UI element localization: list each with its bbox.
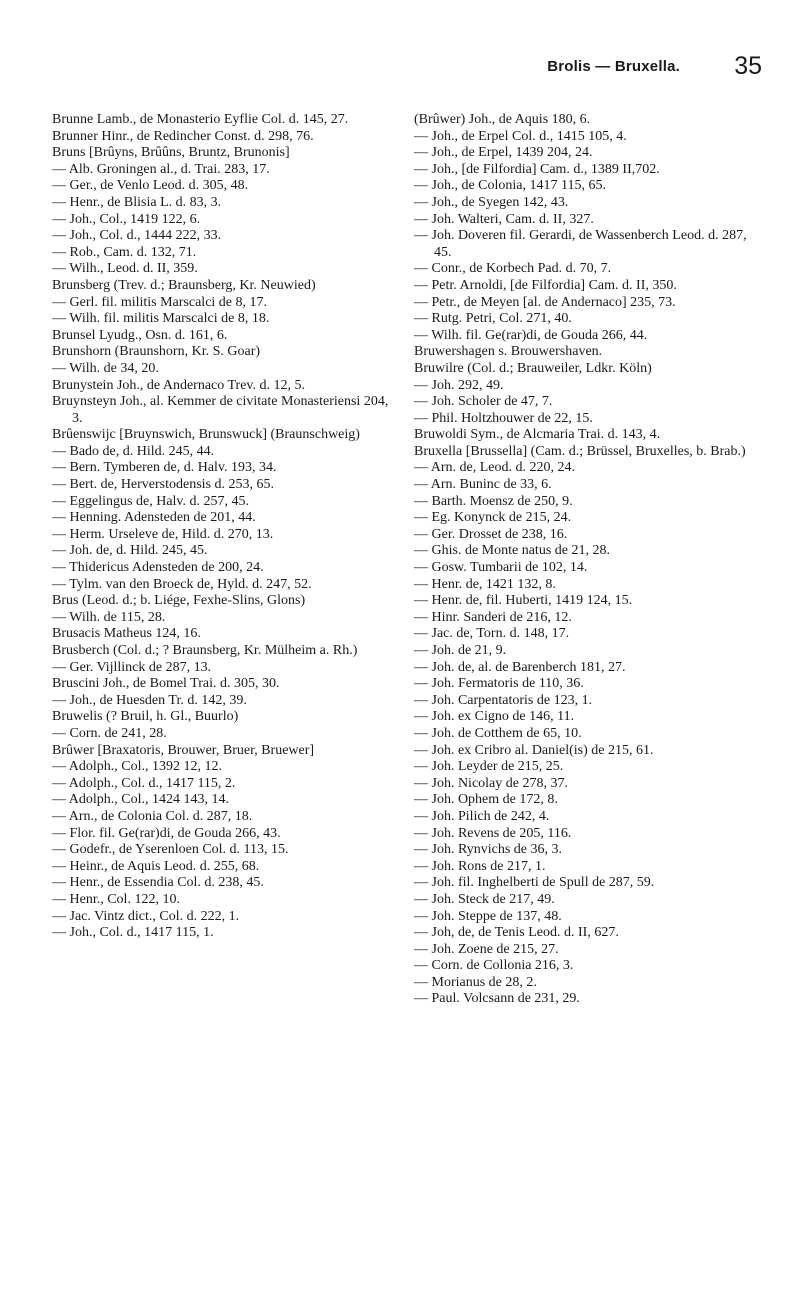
index-entry: — Paul. Volcsann de 231, 29. bbox=[414, 991, 580, 1007]
index-entry: — Phil. Holtzhouwer de 22, 15. bbox=[414, 410, 593, 426]
index-entry: — Henr. de, 1421 132, 8. bbox=[414, 576, 556, 592]
index-entry: — Joh., [de Filfordia] Cam. d., 1389 II,702. bbox=[414, 161, 660, 177]
index-entry: Brûenswijc [Bruynswich, Brunswuck] (Braunschweig) bbox=[52, 427, 360, 443]
index-entry: — Henr., Col. 122, 10. bbox=[52, 891, 180, 907]
page-number: 35 bbox=[734, 52, 762, 80]
index-entry: — Wilh. de 115, 28. bbox=[52, 609, 166, 625]
index-entry: Brunystein Joh., de Andernaco Trev. d. 12, 5. bbox=[52, 377, 306, 393]
index-entry: — Arn. de, Leod. d. 220, 24. bbox=[414, 460, 575, 476]
index-entry: — Joh. Rynvichs de 36, 3. bbox=[414, 842, 562, 858]
index-entry: — Ger., de Venlo Leod. d. 305, 48. bbox=[52, 178, 249, 194]
index-entry: — Rutg. Petri, Col. 271, 40. bbox=[414, 311, 572, 327]
index-entry: — Joh. Scholer de 47, 7. bbox=[414, 394, 553, 410]
index-entry: — Arn., de Colonia Col. d. 287, 18. bbox=[52, 808, 253, 824]
index-entry: — Barth. Moensz de 250, 9. bbox=[414, 493, 573, 509]
index-entry: — Henning. Adensteden de 201, 44. bbox=[52, 510, 256, 526]
index-entry: — Jac. Vintz dict., Col. d. 222, 1. bbox=[52, 908, 240, 924]
index-entry: Brûwer [Braxatoris, Brouwer, Bruer, Bruewer] bbox=[52, 742, 315, 758]
index-entry: — Flor. fil. Ge(rar)di, de Gouda 266, 43. bbox=[52, 825, 281, 841]
index-entry: — Gerl. fil. militis Marscalci de 8, 17. bbox=[52, 294, 268, 310]
index-entry: — Joh., Col. d., 1417 115, 1. bbox=[52, 925, 214, 941]
running-head: Brolis — Bruxella. bbox=[547, 58, 680, 75]
index-entry: Brusberch (Col. d.; ? Braunsberg, Kr. Mülheim a. Rh.) bbox=[52, 643, 358, 658]
index-entry: — Joh. Doveren fil. Gerardi, de Wassenberch Leod. d. 287, 45. bbox=[414, 228, 747, 260]
index-entry: — Joh. Carpentatoris de 123, 1. bbox=[414, 692, 593, 708]
index-entry: — Adolph., Col., 1424 143, 14. bbox=[52, 792, 229, 808]
index-entry: — Joh. Rons de 217, 1. bbox=[414, 858, 546, 874]
index-entry: — Joh. ex Cigno de 146, 11. bbox=[414, 709, 575, 725]
index-entry: — Joh., de Huesden Tr. d. 142, 39. bbox=[52, 692, 247, 708]
index-entry: — Conr., de Korbech Pad. d. 70, 7. bbox=[414, 261, 612, 277]
index-entry: Brunshorn (Braunshorn, Kr. S. Goar) bbox=[52, 344, 261, 360]
index-entry: — Wilh. fil. Ge(rar)di, de Gouda 266, 44. bbox=[414, 327, 648, 343]
index-entry: — Joh. Fermatoris de 110, 36. bbox=[414, 676, 584, 692]
index-entry: — Arn. Buninc de 33, 6. bbox=[414, 477, 552, 493]
index-entry: Brunne Lamb., de Monasterio Eyflie Col. d. 145, 27. bbox=[52, 112, 349, 127]
index-entry: — Tylm. van den Broeck de, Hyld. d. 247, 52. bbox=[52, 576, 312, 592]
index-entry: — Petr. Arnoldi, [de Filfordia] Cam. d. II, 350. bbox=[414, 277, 677, 293]
index-entry: Bruwilre (Col. d.; Brauweiler, Ldkr. Köln) bbox=[414, 360, 652, 376]
index-entry: — Joh. Zoene de 215, 27. bbox=[414, 941, 559, 957]
page-header bbox=[0, 52, 800, 92]
index-entry: — Gosw. Tumbarii de 102, 14. bbox=[414, 560, 588, 576]
index-entry: — Joh. de, al. de Barenberch 181, 27. bbox=[414, 659, 626, 675]
index-entry: — Rob., Cam. d. 132, 71. bbox=[52, 244, 197, 260]
index-entry: — Thidericus Adensteden de 200, 24. bbox=[52, 560, 264, 576]
index-entry: Brunsel Lyudg., Osn. d. 161, 6. bbox=[52, 327, 228, 343]
index-entry: — Ger. Drosset de 238, 16. bbox=[414, 526, 568, 542]
index-entry: — Joh. fil. Inghelberti de Spull de 287, 59. bbox=[414, 875, 655, 891]
index-entry: — Joh., Col., 1419 122, 6. bbox=[52, 211, 201, 227]
index-entry: — Morianus de 28, 2. bbox=[414, 974, 537, 990]
index-entry: Brus (Leod. d.; b. Liége, Fexhe-Slins, Glons) bbox=[52, 593, 306, 609]
index-entry: — Joh., de Colonia, 1417 115, 65. bbox=[414, 178, 606, 194]
index-entry: — Joh. Leyder de 215, 25. bbox=[414, 759, 564, 775]
index-entry: — Adolph., Col., 1392 12, 12. bbox=[52, 759, 222, 775]
index-entry: — Joh., de Erpel, 1439 204, 24. bbox=[414, 145, 593, 161]
index-entry: — Bert. de, Herverstodensis d. 253, 65. bbox=[52, 477, 275, 493]
index-entry: — Hinr. Sanderi de 216, 12. bbox=[414, 609, 572, 625]
index-entry: — Herm. Urseleve de, Hild. d. 270, 13. bbox=[52, 526, 274, 542]
index-entry: (Brûwer) Joh., de Aquis 180, 6. bbox=[414, 112, 591, 127]
index-entry: — Henr., de Essendia Col. d. 238, 45. bbox=[52, 875, 264, 891]
index-entry: Bruwershagen s. Brouwershaven. bbox=[414, 344, 603, 360]
index-entry: — Joh. Walteri, Cam. d. II, 327. bbox=[414, 211, 594, 227]
index-entry: — Joh. de Cotthem de 65, 10. bbox=[414, 725, 582, 741]
index-entry: — Joh. Steppe de 137, 48. bbox=[414, 908, 562, 924]
index-entry: — Adolph., Col. d., 1417 115, 2. bbox=[52, 775, 236, 791]
index-entry: — Henr., de Blisia L. d. 83, 3. bbox=[52, 194, 222, 210]
index-entry: Brusacis Matheus 124, 16. bbox=[52, 626, 201, 642]
index-entry: — Henr. de, fil. Huberti, 1419 124, 15. bbox=[414, 593, 633, 609]
index-entry: — Bern. Tymberen de, d. Halv. 193, 34. bbox=[52, 460, 277, 476]
index-entry: — Wilh. de 34, 20. bbox=[52, 360, 159, 376]
index-entry: Bruwelis (? Bruil, h. Gl., Buurlo) bbox=[52, 709, 239, 725]
index-entry: — Petr., de Meyen [al. de Andernaco] 235, 73. bbox=[414, 294, 676, 310]
index-entry: — Joh., Col. d., 1444 222, 33. bbox=[52, 228, 222, 244]
index-entry: Brunner Hinr., de Redincher Const. d. 298, 76. bbox=[52, 128, 314, 144]
index-column-right bbox=[414, 112, 764, 1008]
index-entry: — Heinr., de Aquis Leod. d. 255, 68. bbox=[52, 858, 260, 874]
index-entry: — Joh. Revens de 205, 116. bbox=[414, 825, 572, 841]
index-entry: — Ger. Vijllinck de 287, 13. bbox=[52, 659, 212, 675]
index-column-left bbox=[52, 112, 392, 942]
index-entry: Bruwoldi Sym., de Alcmaria Trai. d. 143, 4. bbox=[414, 427, 661, 443]
index-entry: — Joh. Steck de 217, 49. bbox=[414, 891, 555, 907]
index-entry: — Corn. de 241, 28. bbox=[52, 725, 167, 741]
index-entry: — Joh, de, de Tenis Leod. d. II, 627. bbox=[414, 925, 619, 941]
index-entry: — Joh. de, d. Hild. 245, 45. bbox=[52, 543, 208, 559]
index-entry: — Joh. Nicolay de 278, 37. bbox=[414, 775, 568, 791]
index-entry: — Ghis. de Monte natus de 21, 28. bbox=[414, 543, 610, 559]
index-entry: Bruynsteyn Joh., al. Kemmer de civitate Monasteriensi 204, 3. bbox=[52, 394, 389, 426]
index-entry: Bruscini Joh., de Bomel Trai. d. 305, 30. bbox=[52, 676, 280, 692]
index-entry: — Bado de, d. Hild. 245, 44. bbox=[52, 443, 215, 459]
index-entry: — Wilh., Leod. d. II, 359. bbox=[52, 261, 198, 277]
index-entry: — Joh., de Erpel Col. d., 1415 105, 4. bbox=[414, 128, 627, 144]
index-entry: — Eggelingus de, Halv. d. 257, 45. bbox=[52, 493, 250, 509]
index-entry: — Joh. 292, 49. bbox=[414, 377, 504, 393]
index-entry: Bruxella [Brussella] (Cam. d.; Brüssel, Bruxelles, b. Brab.) bbox=[414, 443, 746, 459]
index-entry: — Eg. Konynck de 215, 24. bbox=[414, 510, 572, 526]
index-entry: — Godefr., de Yserenloen Col. d. 113, 15. bbox=[52, 842, 289, 858]
index-entry: Bruns [Brûyns, Brûûns, Bruntz, Brunonis] bbox=[52, 145, 290, 161]
index-entry: — Alb. Groningen al., d. Trai. 283, 17. bbox=[52, 161, 270, 177]
index-entry: — Jac. de, Torn. d. 148, 17. bbox=[414, 626, 570, 642]
index-entry: — Joh. ex Cribro al. Daniel(is) de 215, 61. bbox=[414, 742, 654, 758]
index-entry: — Joh. Ophem de 172, 8. bbox=[414, 792, 558, 808]
index-entry: — Joh., de Syegen 142, 43. bbox=[414, 194, 569, 210]
index-entry: — Corn. de Collonia 216, 3. bbox=[414, 958, 574, 974]
index-entry: — Wilh. fil. militis Marscalci de 8, 18. bbox=[52, 311, 270, 327]
index-entry: — Joh. de 21, 9. bbox=[414, 643, 507, 658]
index-entry: Brunsberg (Trev. d.; Braunsberg, Kr. Neuwied) bbox=[52, 277, 316, 293]
index-entry: — Joh. Pilich de 242, 4. bbox=[414, 808, 550, 824]
